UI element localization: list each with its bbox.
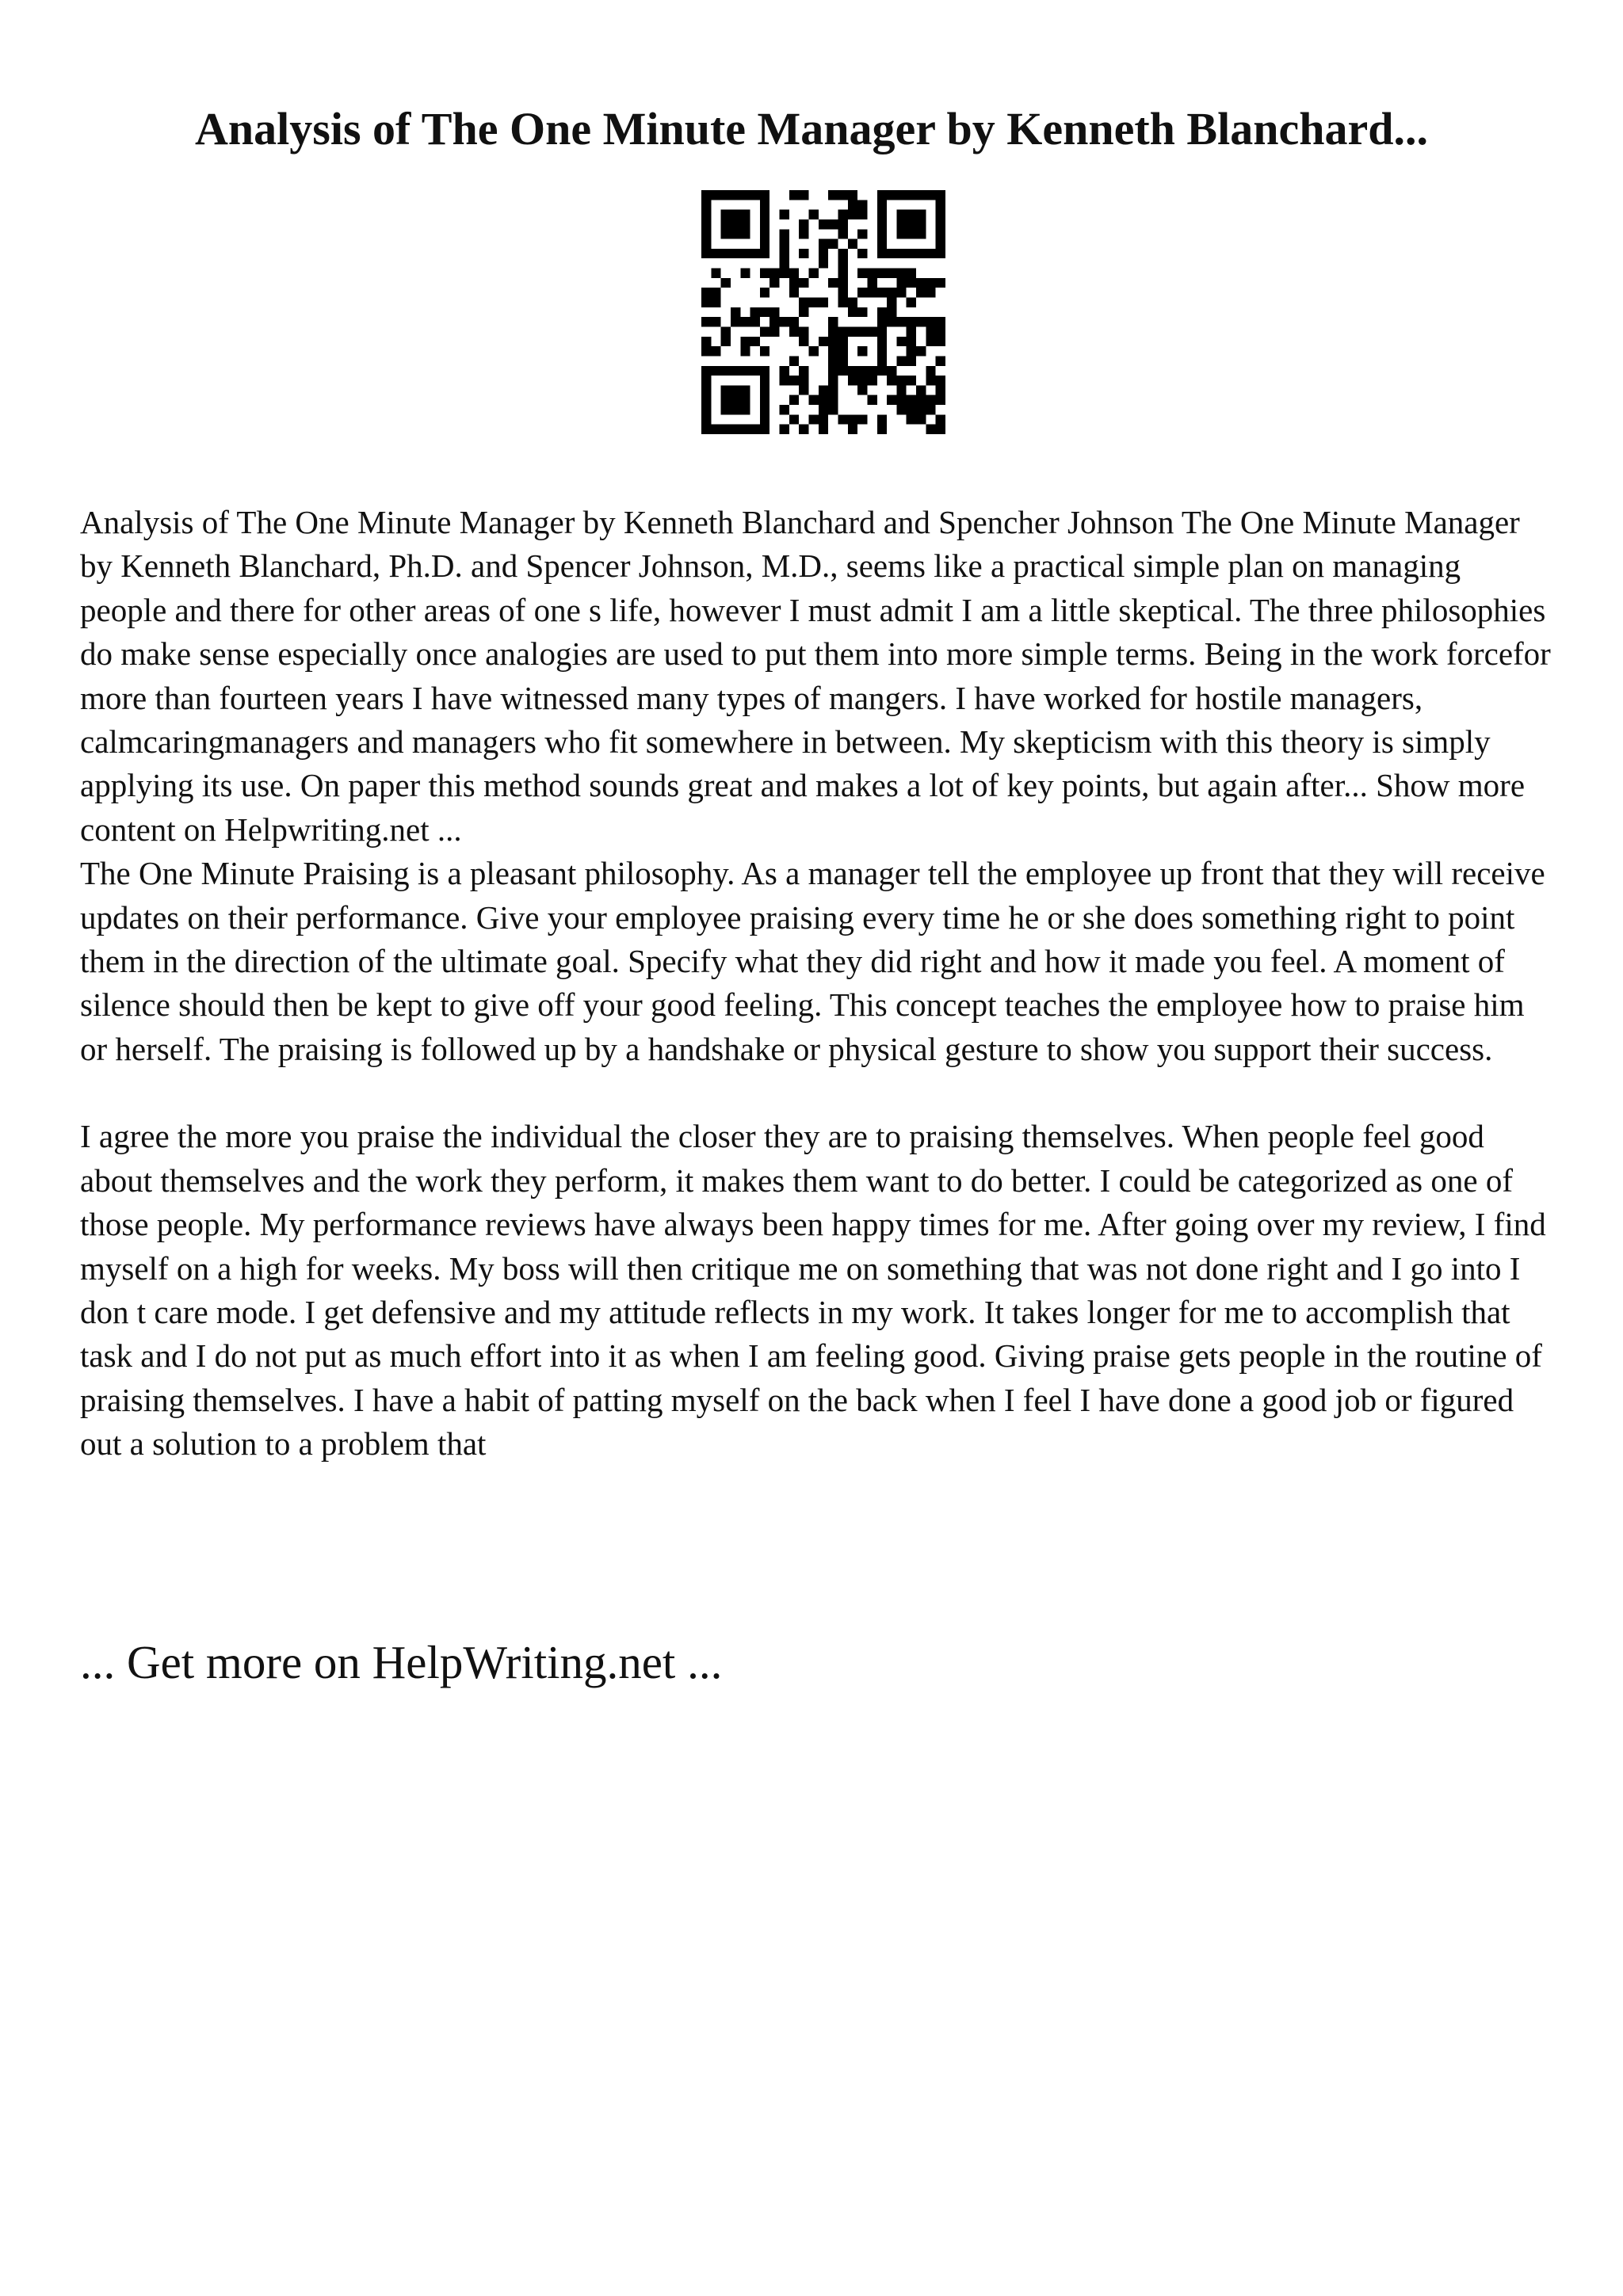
- get-more-link[interactable]: ... Get more on HelpWriting.net ...: [80, 1636, 723, 1688]
- paragraph-intro: Analysis of The One Minute Manager by Kenneth Blanchard and Spencher Johnson The One Minute Manager by Kenneth Blanchard, Ph.D. and Spencer Johnson, M.D., seems like a practical simple plan on managing people and there for other areas of one s life, however I must admit I am a little skeptical. The three philosophies do make sense especially once analogies are used to put them into more simple terms. Being in the work forcefor more than fourteen years I have witnessed many types of mangers. I have worked for hostile managers, calmcaringmanagers and managers who fit somewhere in between. My skepticism with this theory is simply applying its use. On paper this method sounds great and makes a lot of key points, but again after... Show more content on Helpwriting.net ...: [80, 504, 1551, 848]
- document-body: [80, 501, 1554, 1466]
- document-title: Analysis of The One Minute Manager by Kenneth Blanchard...: [195, 103, 1428, 154]
- paragraph-praising: The One Minute Praising is a pleasant philosophy. As a manager tell the employee up front that they will receive updates on their performance. Give your employee praising every time he or she does something right to point them in the direction of the ultimate goal. Specify what they did right and how it made you feel. A moment of silence should then be kept to give off your good feeling. This concept teaches the employee how to praise him or herself. The praising is followed up by a handshake or physical gesture to show you support their success.: [80, 855, 1545, 1067]
- qr-code-icon: [701, 190, 945, 434]
- paragraph-agree: I agree the more you praise the individual the closer they are to praising themselves. When people feel good about themselves and the work they perform, it makes them want to do better. I could be categorized as one of those people. My performance reviews have always been happy times for me. After going over my review, I find myself on a high for weeks. My boss will then critique me on something that was not done right and I go into I don t care mode. I get defensive and my attitude reflects in my work. It takes longer for me to accomplish that task and I do not put as much effort into it as when I am feeling good. Giving praise gets people in the routine of praising themselves. I have a habit of patting myself on the back when I feel I have done a good job or figured out a solution to a problem that: [80, 1118, 1546, 1463]
